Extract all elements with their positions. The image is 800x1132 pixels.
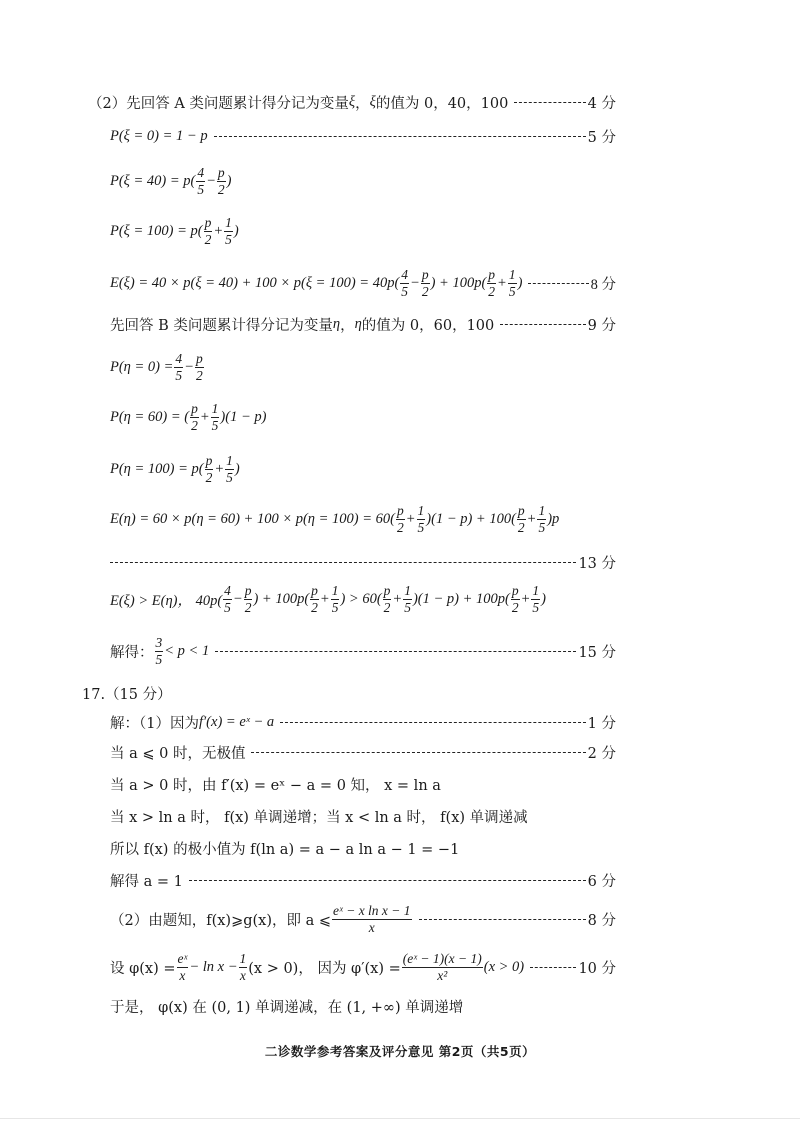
fraction: $\frac{1}{5}$ <box>404 583 411 616</box>
minimum-line <box>110 838 459 859</box>
text-segment: 于是， φ(x) 在 (0, 1) 单调递减，在 (1, +∞) 单调递增 <box>110 1000 464 1016</box>
fraction: $\frac{p}{2}$ <box>217 165 225 198</box>
dotted-leader <box>500 324 585 325</box>
case-line <box>110 774 441 795</box>
formula-line <box>110 126 616 147</box>
dotted-leader <box>280 722 586 723</box>
math-symbol: η <box>354 316 362 332</box>
fraction: $\frac{p}{2}$ <box>383 583 391 616</box>
text-segment: ， <box>355 96 370 112</box>
bottom-divider <box>0 1118 800 1119</box>
fraction: $\frac{p}{2}$ <box>311 583 318 616</box>
score-label: 8 分 <box>587 913 616 930</box>
text-segment: 先回答 B 类问题累计得分记为变量 <box>110 318 333 334</box>
fraction: $\frac{1}{5}$ <box>225 215 232 248</box>
fraction: $\frac{1}{5}$ <box>226 453 233 486</box>
text-segment: 解：（1）因为 <box>110 716 199 732</box>
fraction: $\frac{3}{5}$ <box>155 635 163 668</box>
formula: ) <box>233 223 239 240</box>
formula: (x > 0) <box>483 959 525 976</box>
formula: + <box>213 223 224 240</box>
formula: P(η = 100) = p( <box>110 461 204 478</box>
score-label: 1 分 <box>587 716 616 732</box>
fraction: $\frac{p}{2}$ <box>517 503 525 536</box>
formula: P(η = 60) = ( <box>110 409 190 426</box>
text-segment: 所以 f(x) 的极小值为 f(ln a) = a − a ln a − 1 = −1 <box>110 842 460 858</box>
text-segment: 设 φ(x) = <box>110 961 176 978</box>
formula: + <box>526 511 537 528</box>
fraction: $\frac{1}{5}$ <box>331 583 339 616</box>
formula: ) + 100p( <box>253 591 310 608</box>
fraction: $\frac{\text{(eˣ − 1)(x − 1)}}{\text{x²}}$ <box>402 951 482 984</box>
text-segment: (x > 0)， 因为 φ′(x) = <box>248 961 401 978</box>
dotted-leader <box>419 919 586 920</box>
solve-line <box>110 870 616 891</box>
formula: − <box>184 359 194 376</box>
formula: )(1 − p) <box>220 409 267 426</box>
score-label: 15 分 <box>578 645 616 662</box>
score-label: 8 分 <box>590 277 616 294</box>
score-label: 9 分 <box>587 318 616 334</box>
fraction: $\frac{p}{2}$ <box>205 453 213 486</box>
score-label: 5 分 <box>587 130 616 146</box>
score-label: 2 分 <box>587 746 616 762</box>
formula: P(ξ = 100) = p( <box>110 223 203 240</box>
part2-intro-line <box>88 92 616 113</box>
dotted-leader <box>514 102 585 103</box>
fraction: $\frac{1}{x}$ <box>239 951 247 984</box>
derivative-line <box>110 712 616 733</box>
fraction: $\frac{1}{5}$ <box>508 267 516 300</box>
formula: )(1 − p) + 100( <box>426 511 516 528</box>
formula: − ln x − <box>189 959 238 976</box>
formula-line <box>110 454 240 485</box>
score-label: 6 分 <box>587 874 616 890</box>
formula: + <box>199 409 210 426</box>
formula: < p < 1 <box>164 643 210 660</box>
text-segment: 当 a ⩽ 0 时，无极值 <box>110 746 246 762</box>
dotted-leader <box>189 880 586 881</box>
formula: P(η = 0) = <box>110 359 174 376</box>
fraction: $\frac{\text{eˣ − x ln x − 1}}{x}$ <box>333 903 411 936</box>
question-number: 17.（15 分） <box>82 687 172 703</box>
math-symbol: ξ <box>348 94 356 110</box>
formula: ) + 100p( <box>430 275 487 292</box>
dotted-leader <box>215 651 576 652</box>
fraction: $\frac{4}{5}$ <box>401 267 409 300</box>
text-segment: ， <box>340 318 355 334</box>
text-segment: （2）先回答 A 类问题累计得分记为变量 <box>88 96 349 112</box>
formula-line <box>110 166 232 197</box>
fraction: $\frac{1}{5}$ <box>532 583 540 616</box>
solve-result-line <box>110 636 616 667</box>
formula: E(ξ) > E(η)， 40p( <box>110 593 223 610</box>
formula-line <box>110 584 546 615</box>
question-heading <box>82 683 172 704</box>
formula: ) > 60( <box>340 591 382 608</box>
part2-condition-line <box>110 904 616 935</box>
formula-line <box>110 352 205 383</box>
dotted-leader <box>528 283 588 284</box>
formula: ) <box>234 461 240 478</box>
fraction: $\frac{p}{2}$ <box>421 267 429 300</box>
formula: E(ξ) = 40 × p(ξ = 40) + 100 × p(ξ = 100) = 40p( <box>110 275 400 292</box>
formula: + <box>214 461 225 478</box>
text-segment: 当 a > 0 时，由 f′(x) = eˣ − a = 0 知， x = ln a <box>110 778 441 794</box>
formula: f′(x) = eˣ − a <box>198 714 275 730</box>
text-segment: 的值为 0，60，100 <box>361 318 495 334</box>
formula: + <box>392 591 403 608</box>
formula-line <box>110 504 559 535</box>
monotonic-line <box>110 806 528 827</box>
fraction: $\frac{p}{2}$ <box>511 583 519 616</box>
fraction: $\frac{p}{2}$ <box>396 503 404 536</box>
score-label: 4 分 <box>587 96 616 112</box>
fraction: $\frac{p}{2}$ <box>244 583 252 616</box>
formula-line <box>110 216 239 247</box>
formula: )p <box>547 511 560 528</box>
fraction: $\frac{4}{5}$ <box>197 165 205 198</box>
part-b-intro-line <box>110 314 616 335</box>
phi-definition-line <box>110 952 616 983</box>
dotted-leader <box>530 967 576 968</box>
fraction: $\frac{1}{5}$ <box>538 503 546 536</box>
formula: + <box>520 591 531 608</box>
fraction: $\frac{1}{5}$ <box>211 401 219 434</box>
math-symbol: ξ <box>369 94 376 110</box>
page-footer: 二诊数学参考答案及评分意见 第2页（共5页） <box>264 1044 536 1059</box>
formula-line <box>110 402 266 433</box>
text-segment: 解得： <box>110 645 154 662</box>
formula: E(η) = 60 × p(η = 60) + 100 × p(η = 100) = 60( <box>110 511 395 528</box>
formula: ) <box>541 591 546 608</box>
leader-line <box>110 552 616 573</box>
dotted-leader <box>251 752 585 753</box>
fraction: $\frac{1}{5}$ <box>417 503 425 536</box>
fraction: $\frac{p}{2}$ <box>191 401 198 434</box>
monotonic-line <box>110 996 463 1017</box>
text-segment: 当 x > ln a 时， f(x) 单调递增；当 x < ln a 时， f(x) 单调递减 <box>110 810 528 826</box>
formula-line <box>110 268 616 299</box>
math-symbol: η <box>332 316 341 332</box>
text-segment: （2）由题知，f(x)⩾g(x)，即 a ⩽ <box>110 913 332 930</box>
score-label: 10 分 <box>578 961 616 978</box>
case-line <box>110 742 616 763</box>
score-label: 13 分 <box>578 556 616 572</box>
fraction: $\frac{p}{2}$ <box>204 215 212 248</box>
formula: ) <box>517 275 523 292</box>
fraction: $\frac{\text{eˣ}}{x}$ <box>177 951 188 984</box>
formula: − <box>206 173 216 190</box>
dotted-leader <box>110 562 576 563</box>
formula: ) <box>226 173 232 190</box>
text-segment: 解得 a = 1 <box>110 874 183 890</box>
formula: − <box>232 591 243 608</box>
text-segment: 的值为 0，40，100 <box>375 96 509 112</box>
formula: + <box>319 591 330 608</box>
formula: + <box>497 275 507 292</box>
fraction: $\frac{4}{5}$ <box>175 351 183 384</box>
dotted-leader <box>214 136 586 137</box>
fraction: $\frac{4}{5}$ <box>224 583 231 616</box>
fraction: $\frac{p}{2}$ <box>195 351 203 384</box>
formula: + <box>405 511 416 528</box>
fraction: $\frac{p}{2}$ <box>488 267 496 300</box>
formula: P(ξ = 40) = p( <box>110 173 196 190</box>
formula: P(ξ = 0) = 1 − p <box>110 128 208 144</box>
formula: − <box>410 275 420 292</box>
formula: )(1 − p) + 100p( <box>412 591 510 608</box>
